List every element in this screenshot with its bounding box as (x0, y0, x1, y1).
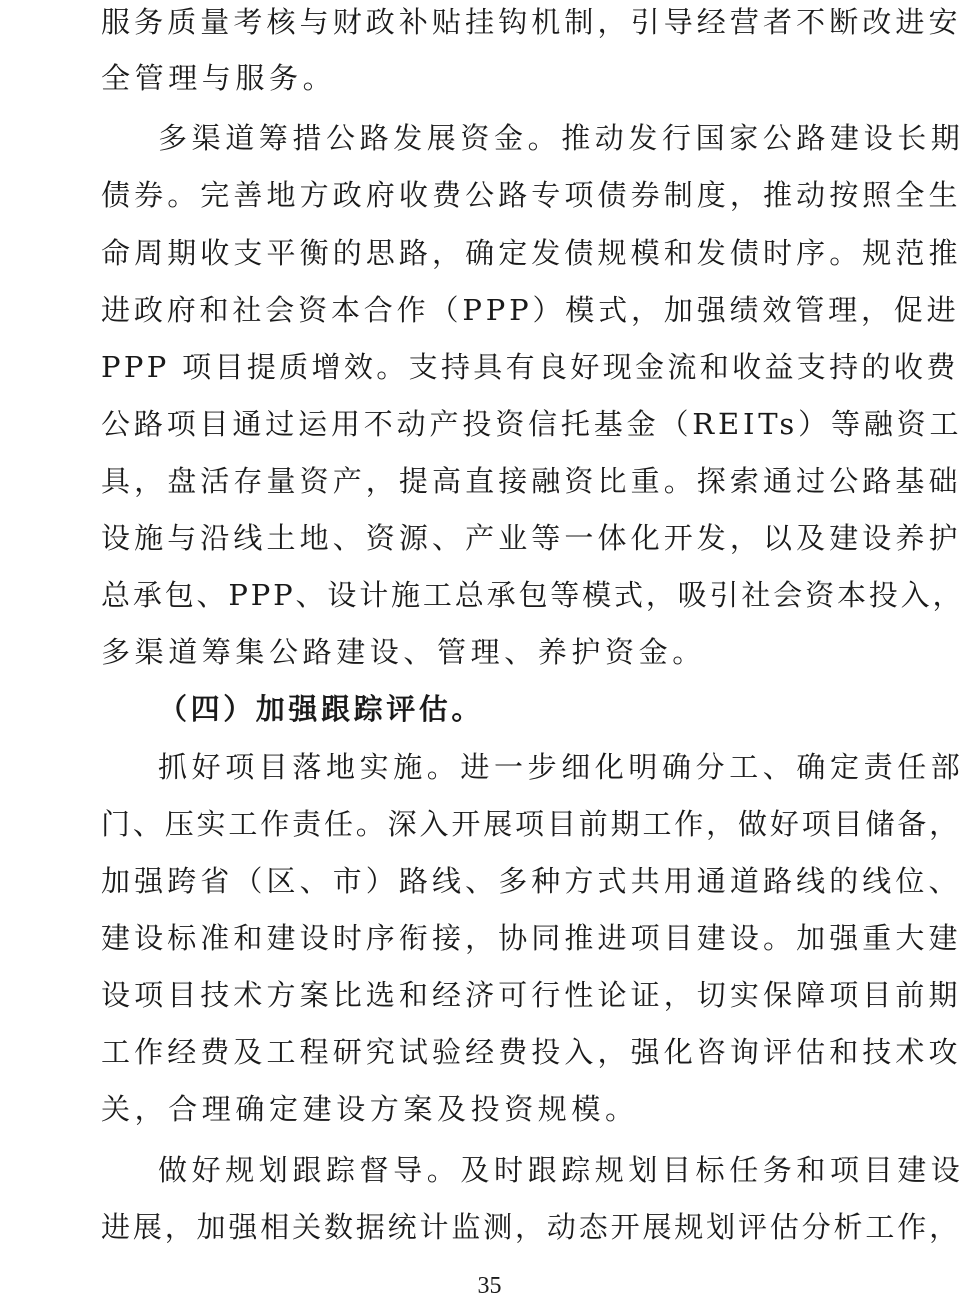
body-text-line: 加强跨省（区、市）路线、多种方式共用通道路线的线位、 (101, 864, 962, 898)
body-text-line: 设施与沿线土地、资源、产业等一体化开发，以及建设养护 (101, 521, 962, 555)
body-text-line: 服务质量考核与财政补贴挂钩机制，引导经营者不断改进安 (101, 5, 962, 39)
body-text-line: 设项目技术方案比选和经济可行性论证，切实保障项目前期 (101, 978, 962, 1012)
body-text-line: 命周期收支平衡的思路，确定发债规模和发债时序。规范推 (101, 236, 962, 270)
body-text-line: 具，盘活存量资产，提高直接融资比重。探索通过公路基础 (101, 464, 962, 498)
body-text-line: 债券。完善地方政府收费公路专项债券制度，推动按照全生 (101, 178, 962, 212)
body-text-line: 建设标准和建设时序衔接，协同推进项目建设。加强重大建 (101, 921, 962, 955)
paragraph-lead-line: 做好规划跟踪督导。及时跟踪规划目标任务和项目建设 (158, 1153, 965, 1187)
body-text-line: 总承包、PPP、设计施工总承包等模式，吸引社会资本投入， (101, 578, 965, 612)
section-heading: （四）加强跟踪评估。 (158, 692, 485, 726)
page-number: 35 (477, 1273, 502, 1299)
body-text-line: 进政府和社会资本合作（PPP）模式，加强绩效管理，促进 (101, 293, 960, 327)
paragraph-lead-line: 抓好项目落地实施。进一步细化明确分工、确定责任部 (158, 750, 965, 784)
paragraph-lead-line: 多渠道筹措公路发展资金。推动发行国家公路建设长期 (158, 121, 965, 155)
body-text-line: 进展，加强相关数据统计监测，动态开展规划评估分析工作， (101, 1210, 961, 1244)
body-text-line: 公路项目通过运用不动产投资信托基金（REITs）等融资工 (101, 407, 963, 441)
body-text-line: 工作经费及工程研究试验经费投入，强化咨询评估和技术攻 (101, 1035, 962, 1069)
body-text-line: 全管理与服务。 (101, 61, 337, 95)
body-text-line: PPP 项目提质增效。支持具有良好现金流和收益支持的收费 (101, 350, 959, 384)
body-text-line: 门、压实工作责任。深入开展项目前期工作，做好项目储备， (101, 807, 961, 841)
body-text-line: 关，合理确定建设方案及投资规模。 (101, 1092, 639, 1126)
body-text-line: 多渠道筹集公路建设、管理、养护资金。 (101, 635, 706, 669)
